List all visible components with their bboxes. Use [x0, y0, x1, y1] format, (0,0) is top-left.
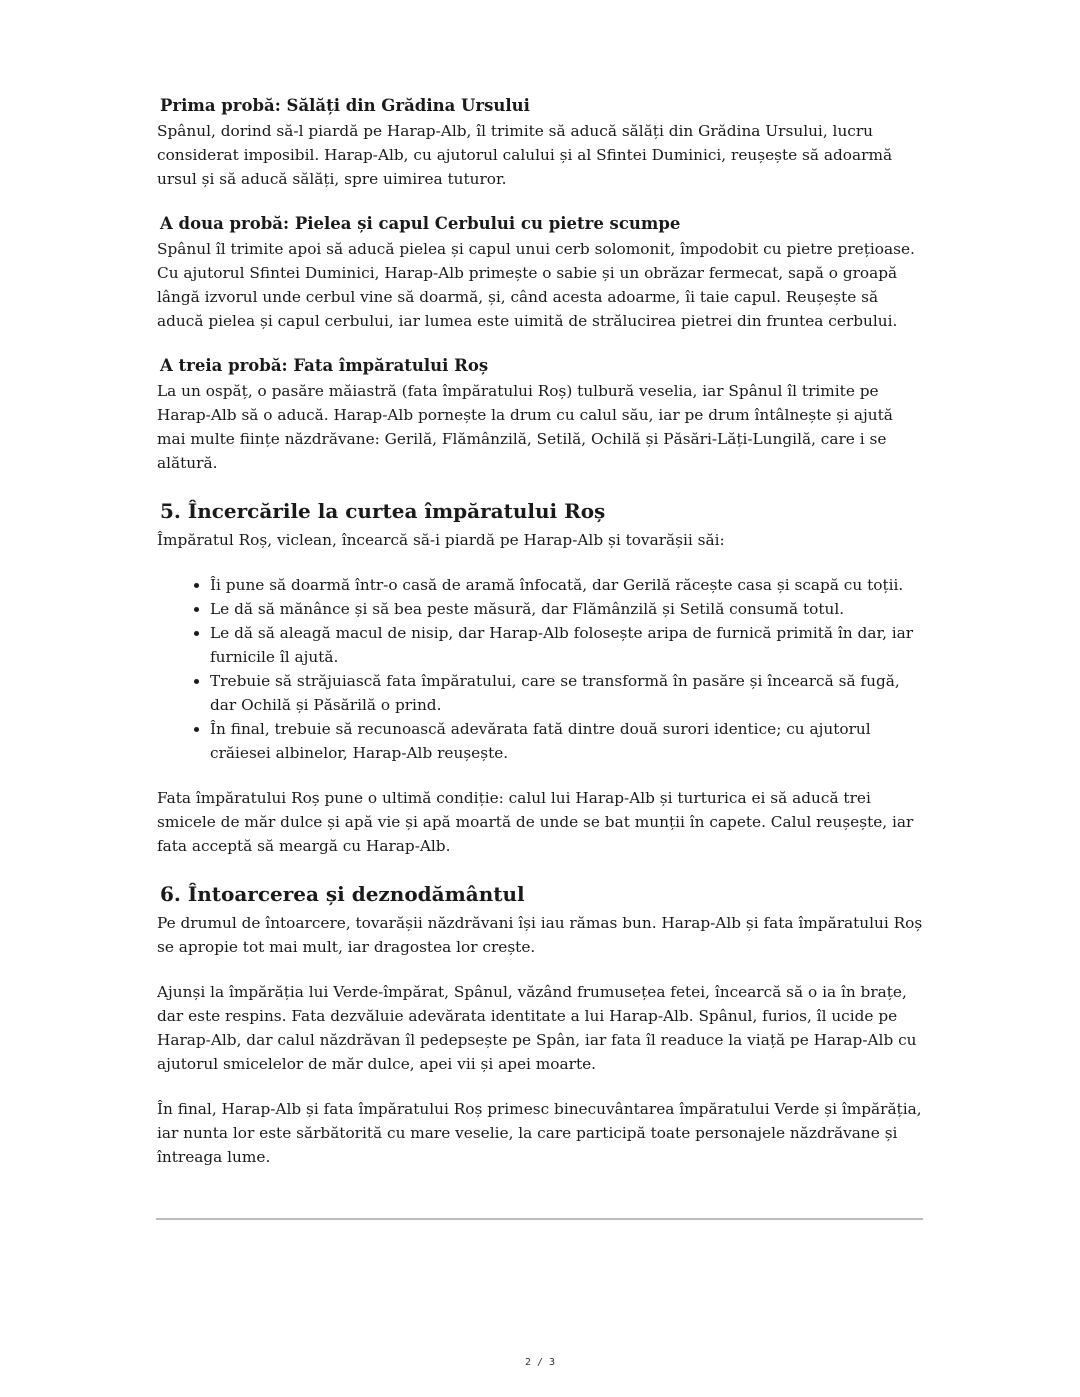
list-item: • În final, trebuie să recunoască adevărata fată dintre două surori identice; cu ajutorul crăiesei albinelor, Harap-Alb reușește.: [210, 717, 923, 765]
subheading-second-trial: A doua probă: Pielea și capul Cerbului cu pietre scumpe: [160, 214, 681, 233]
trials-list: [157, 573, 923, 765]
list-item: • Îi pune să doarmă într-o casă de aramă înfocată, dar Gerilă răcește casa și scapă cu toții.: [210, 573, 923, 597]
chapter-heading-5: 5. Încercările la curtea împăratului Roș: [160, 499, 606, 523]
list-item: • Le dă să aleagă macul de nisip, dar Harap-Alb folosește aripa de furnică primită în dar, iar furnicile îl ajută.: [210, 621, 923, 669]
paragraph: Spânul îl trimite apoi să aducă pielea și capul unui cerb solomonit, împodobit cu pietre prețioase. Cu ajutorul Sfintei Duminici, Harap-Alb primește o sabie și un obrăzar fermecat, sapă o groapă lângă izvorul unde cerbul vine să doarmă, și, când acesta adoarme, îi taie capul. Reușește să aducă pielea și capul cerbului, iar lumea este uimită de strălucirea pietrei din fruntea cerbului.: [157, 240, 915, 330]
subheading-third-trial: A treia probă: Fata împăratului Roș: [160, 356, 489, 375]
paragraph: La un ospăț, o pasăre măiastră (fata împăratului Roș) tulbură veselia, iar Spânul îl trimite pe Harap-Alb să o aducă. Harap-Alb pornește la drum cu calul său, iar pe drum întâlnește și ajută mai multe ființe năzdrăvane: Gerilă, Flămânzilă, Setilă, Ochilă și Păsări-Lăți-Lungilă, care i se alătură.: [157, 382, 893, 472]
subheading-first-trial: Prima probă: Sălăți din Grădina Ursului: [160, 96, 530, 115]
chapter-heading-6: 6. Întoarcerea și deznodământul: [160, 882, 525, 906]
paragraph: Spânul, dorind să-l piardă pe Harap-Alb, îl trimite să aducă sălăți din Grădina Ursului, lucru considerat imposibil. Harap-Alb, cu ajutorul calului și al Sfintei Duminici, reușește să adoarmă ursul și să aducă sălăți, spre uimirea tuturor.: [157, 122, 893, 188]
document-body: [157, 94, 923, 1190]
page-number: 2 / 3: [524, 1357, 556, 1368]
paragraph: Pe drumul de întoarcere, tovarășii năzdrăvani își iau rămas bun. Harap-Alb și fata împăratului Roș se apropie tot mai mult, iar dragostea lor crește.: [157, 914, 923, 956]
paragraph: Împăratul Roș, viclean, încearcă să-i piardă pe Harap-Alb și tovarășii săi:: [157, 531, 725, 549]
paragraph: În final, Harap-Alb și fata împăratului Roș primesc binecuvântarea împăratului Verde și împărăția, iar nunta lor este sărbătorită cu mare veselie, la care participă toate personajele năzdrăvane și întreaga lume.: [157, 1100, 922, 1166]
paragraph: Fata împăratului Roș pune o ultimă condiție: calul lui Harap-Alb și turturica ei să aducă trei smicele de măr dulce și apă vie și apă moartă de unde se bat munții în capete. Calul reușește, iar fata acceptă să meargă cu Harap-Alb.: [157, 789, 914, 855]
horizontal-rule: [156, 1218, 923, 1220]
paragraph: Ajunși la împărăția lui Verde-împărat, Spânul, văzând frumusețea fetei, încearcă să o ia în brațe, dar este respins. Fata dezvăluie adevărata identitate a lui Harap-Alb. Spânul, furios, îl ucide pe Harap-Alb, dar calul năzdrăvan îl pedepsește pe Spân, iar fata îl readuce la viață pe Harap-Alb cu ajutorul smicelelor de măr dulce, apei vii și apei moarte.: [157, 983, 917, 1073]
list-item: • Le dă să mănânce și să bea peste măsură, dar Flămânzilă și Setilă consumă totul.: [210, 597, 923, 621]
list-item: • Trebuie să străjuiască fata împăratului, care se transformă în pasăre și încearcă să fugă, dar Ochilă și Păsărilă o prind.: [210, 669, 923, 717]
